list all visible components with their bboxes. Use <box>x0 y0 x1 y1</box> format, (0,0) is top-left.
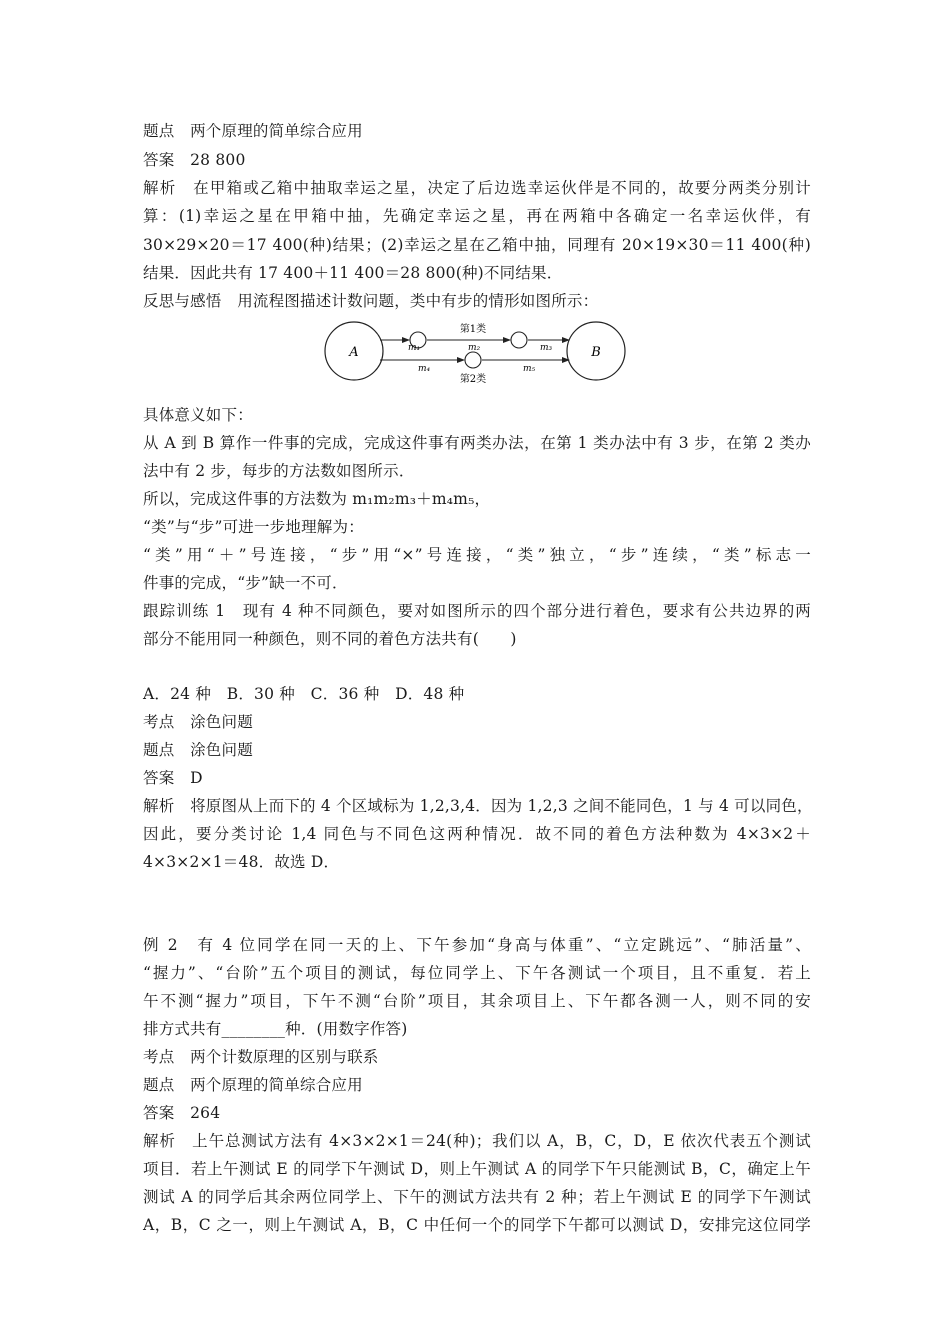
exercise-1-options: A．24 种 B．30 种 C．36 种 D．48 种 <box>143 685 465 703</box>
example-2-line-3: 午不测“握力”项目，下午不测“台阶”项目，其余项目上、下午都各测一人，则不同的安 <box>143 992 811 1010</box>
meaning-heading: 具体意义如下： <box>143 406 253 424</box>
m4-label: m₄ <box>418 364 431 374</box>
topic-point-2: 题点 涂色问题 <box>143 741 253 759</box>
m3-label: m₃ <box>540 343 553 353</box>
exam-point-3: 考点 两个计数原理的区别与联系 <box>143 1048 379 1066</box>
analysis-3-line-1: 解析 上午总测试方法有 4×3×2×1＝24(种)；我们以 A，B，C，D，E 依次代表五个测试 <box>143 1132 811 1150</box>
meaning-line-3: 所以，完成这件事的方法数为 m₁m₂m₃＋m₄m₅， <box>143 490 491 508</box>
step-node-3 <box>465 352 481 368</box>
topic-point-1: 题点 两个原理的简单综合应用 <box>143 122 363 140</box>
node-a-label: A <box>349 345 359 360</box>
analysis-3-line-2: 项目．若上午测试 E 的同学下午测试 D，则上午测试 A 的同学下午只能测试 B，C，确定上午 <box>143 1160 811 1178</box>
topic-point-3: 题点 两个原理的简单综合应用 <box>143 1076 363 1094</box>
example-2-line-4: 排方式共有________种．(用数字作答) <box>143 1020 408 1038</box>
meaning-line-2: 法中有 2 步，每步的方法数如图所示． <box>143 462 415 480</box>
answer-2: 答案 D <box>143 769 203 787</box>
meaning-line-1: 从 A 到 B 算作一件事的完成，完成这件事有两类办法，在第 1 类办法中有 3 步，在第 2 类办 <box>143 434 811 452</box>
reflection-heading: 反思与感悟 用流程图描述计数问题，类中有步的情形如图所示： <box>143 292 599 310</box>
example-2-line-1: 例 2 有 4 位同学在同一天的上、下午参加“身高与体重”、“立定跳远”、“肺活量”、 <box>143 936 811 954</box>
analysis-2-line-3: 4×3×2×1＝48．故选 D． <box>143 853 340 871</box>
analysis-1-line-3: 30×29×20＝17 400(种)结果；(2)幸运之星在乙箱中抽，同理有 20×19×30＝11 400(种) <box>143 236 811 254</box>
exercise-1-line-2: 部分不能用同一种颜色，则不同的着色方法共有( ) <box>143 630 517 648</box>
analysis-3-line-3: 测试 A 的同学后其余两位同学上、下午的测试方法共有 2 种；若上午测试 E 的同学下午测试 <box>143 1188 811 1206</box>
node-b-label: B <box>591 345 601 360</box>
analysis-1-line-1: 解析 在甲箱或乙箱中抽取幸运之星，决定了后边选幸运伙伴是不同的，故要分两类分别计 <box>143 179 811 197</box>
analysis-2-line-2: 因此，要分类讨论 1,4 同色与不同色这两种情况．故不同的着色方法种数为 4×3×2＋ <box>143 825 811 843</box>
answer-1: 答案 28 800 <box>143 151 246 169</box>
exercise-1-line-1: 跟踪训练 1 现有 4 种不同颜色，要对如图所示的四个部分进行着色，要求有公共边界的两 <box>143 602 811 620</box>
meaning-line-6: 件事的完成，“步”缺一不可． <box>143 574 348 592</box>
exam-point-2: 考点 涂色问题 <box>143 713 253 731</box>
analysis-2-line-1: 解析 将原图从上而下的 4 个区域标为 1,2,3,4．因为 1,2,3 之间不能同色，1 与 4 可以同色， <box>143 797 813 815</box>
example-2-line-2: “握力”、“台阶”五个项目的测试，每位同学上、下午各测试一个项目，且不重复．若上 <box>143 964 811 982</box>
m1-label: m₁ <box>408 343 421 353</box>
answer-3: 答案 264 <box>143 1104 221 1122</box>
meaning-line-5: “类”用“＋”号连接，“步”用“×”号连接，“类”独立，“步”连续，“类”标志一 <box>143 546 811 564</box>
analysis-1-line-4: 结果．因此共有 17 400＋11 400＝28 800(种)不同结果． <box>143 264 563 282</box>
class-2-label: 第2类 <box>459 374 487 385</box>
analysis-3-line-4: A，B，C 之一，则上午测试 A，B，C 中任何一个的同学下午都可以测试 D，安排完这位同学 <box>143 1216 811 1234</box>
meaning-line-4: “类”与“步”可进一步地理解为： <box>143 518 364 536</box>
class-1-label: 第1类 <box>459 324 487 335</box>
m2-label: m₂ <box>468 343 481 353</box>
analysis-1-line-2: 算：(1)幸运之星在甲箱中抽，先确定幸运之星，再在两箱中各确定一名幸运伙伴，有 <box>143 207 811 225</box>
m5-label: m₅ <box>523 364 536 374</box>
step-node-2 <box>511 332 527 348</box>
flowchart-diagram <box>320 318 630 388</box>
